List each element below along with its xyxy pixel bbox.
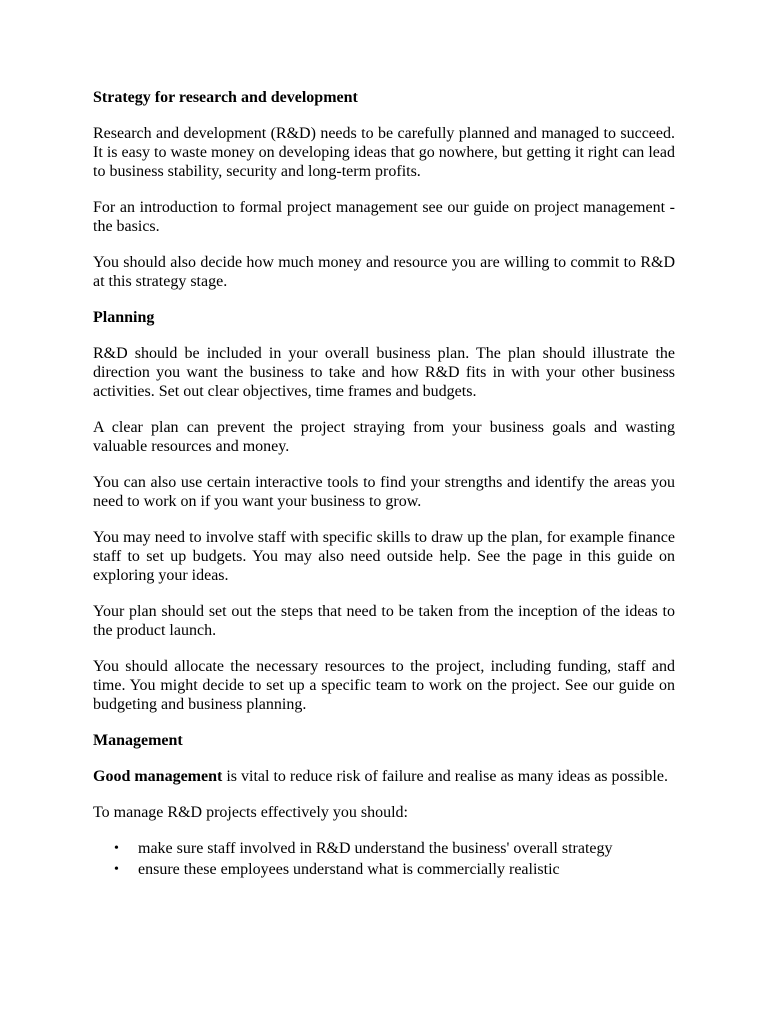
list-item [93, 860, 675, 879]
list-item-text: ensure these employees understand what is commercially realistic [138, 861, 560, 878]
paragraph: You should also decide how much money and resource you are willing to commit to R&D at this strategy stage. [93, 254, 675, 290]
paragraph: You may need to involve staff with specific skills to draw up the plan, for example finance staff to set up budgets. You may also need outside help. See the page in this guide on exploring your ideas. [93, 529, 675, 584]
bullet-icon: • [114, 862, 119, 877]
paragraph: You should allocate the necessary resources to the project, including funding, staff and time. You might decide to set up a specific team to work on the project. See our guide on budgeting and business planning. [93, 658, 675, 713]
paragraph: You can also use certain interactive tools to find your strengths and identify the areas you need to work on if you want your business to grow. [93, 474, 675, 510]
bullet-list [93, 839, 675, 879]
section-heading-planning: Planning [93, 309, 155, 326]
list-item [93, 839, 675, 858]
document-page [93, 88, 675, 881]
paragraph: For an introduction to formal project management see our guide on project management - the basics. [93, 199, 675, 235]
paragraph: Your plan should set out the steps that need to be taken from the inception of the ideas to the product launch. [93, 603, 675, 639]
bold-phrase: Good management [93, 768, 223, 785]
paragraph: A clear plan can prevent the project straying from your business goals and wasting valuable resources and money. [93, 419, 675, 455]
paragraph-rest: is vital to reduce risk of failure and realise as many ideas as possible. [222, 768, 668, 785]
bullet-icon: • [114, 841, 119, 856]
paragraph: Research and development (R&D) needs to be carefully planned and managed to succeed. It is easy to waste money on developing ideas that go nowhere, but getting it right can lead to business stability, security and long-term profits. [93, 125, 675, 180]
list-item-text: make sure staff involved in R&D understand the business' overall strategy [138, 840, 613, 857]
paragraph: To manage R&D projects effectively you should: [93, 804, 408, 821]
paragraph: R&D should be included in your overall business plan. The plan should illustrate the direction you want the business to take and how R&D fits in with your other business activities. Set out clear objectives, time frames and budgets. [93, 345, 675, 400]
section-heading-management: Management [93, 732, 183, 749]
paragraph-good-management [93, 767, 675, 786]
section-heading-strategy: Strategy for research and development [93, 89, 358, 106]
